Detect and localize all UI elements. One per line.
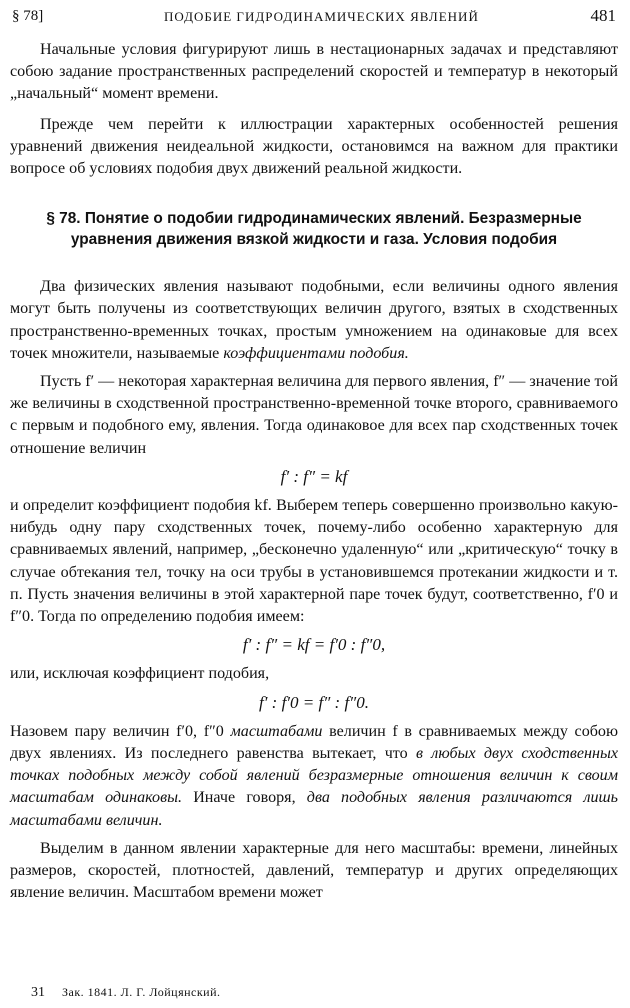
paragraph-excluding: или, исключая коэффициент подобия, <box>10 665 270 683</box>
definition-text: Два физических явления называют подобными, если величины одного явления могут быть получены из соответствующих величин другого, взятых в сходственных пространственно-временных точках, простым умножением на одинаковые для всех точек множители, называемые <box>10 278 618 362</box>
header-title: ПОДОБИЕ ГИДРОДИНАМИЧЕСКИХ ЯВЛЕНИЙ <box>164 9 479 24</box>
section-heading: § 78. Понятие о подобии гидродинамических явлений. Безразмерные уравнения движения вязкой жидкости и газа. Условия подобия <box>46 210 582 249</box>
scales-otherwise: Иначе говоря, <box>193 789 296 807</box>
printer-footer <box>31 985 221 1001</box>
signature-number: 31 <box>31 985 45 1000</box>
paragraph-transition: Прежде чем перейти к иллюстрации характерных особенностей решения уравнений движения неидеальной жидкости, остановимся на важном для практики вопросе об условиях подобия двух движений реальной жидкости. <box>10 115 618 178</box>
paragraph-let-f: Пусть f′ — некоторая характерная величина для первого явления, f″ — значение той же величины в сходственной пространственно-временной точке второго, сравниваемого с первым и подобного ему, явления. Тогда одинаковое для всех пар сходственных точек отношение величин <box>10 373 618 457</box>
page-body <box>10 39 618 905</box>
paragraph-definition <box>10 276 618 365</box>
print-order-text: Зак. 1841. Л. Г. Лойцянский. <box>62 985 221 999</box>
scales-summary: два подобных явления различаются лишь масштабами величин. <box>10 789 618 829</box>
definition-term: коэффициентами подобия. <box>223 344 409 362</box>
paragraph-scales-definition <box>10 721 618 832</box>
equation-dimensionless: f′ : f′0 = f″ : f″0. <box>258 692 370 712</box>
paragraph-initial-conditions: Начальные условия фигурируют лишь в нестационарных задачах и представляют собою задание пространственных распределений скоростей и температур в некоторый „начальный“ момент времени. <box>10 41 618 103</box>
paragraph-choose-points: и определит коэффициент подобия kf. Выберем теперь совершенно произвольно какую-нибудь одну пару сходственных точек, почему-либо особенно характерную для сравниваемых явлений, например, „бесконечно удаленную“ или „критическую“ точку в случае обтекания тел, точку на оси трубы в установившемся протекании жидкости и т. п. Пусть значения величины в этой характерной паре точек будут, соответственно, f′0 и f″0. Тогда по определению подобия имеем: <box>10 497 618 626</box>
page-number: 481 <box>590 6 616 25</box>
running-header <box>12 6 616 30</box>
scales-conclusion: в любых двух сходственных точках подобных между собой явлений безразмерные отношения величин к своим масштабам одинаковы. <box>10 745 618 807</box>
scales-term: масштабами <box>230 722 323 740</box>
scales-middle: величин f в сравниваемых между собою двух явлениях. Из последнего равенства вытекает, что <box>10 722 619 763</box>
scales-intro: Назовем пару величин f′0, f″0 <box>10 722 224 740</box>
paragraph-characteristic-scales: Выделим в данном явлении характерные для него масштабы: времени, линейных размеров, скоростей, плотностей, давлений, температур и других определяющих явление величин. Масштабом времени может <box>10 839 618 902</box>
equation-ratio: f′ : f″ = kf <box>280 466 348 486</box>
header-section: § 78] <box>12 8 44 24</box>
equation-scales: f′ : f″ = kf = f′0 : f″0, <box>242 635 386 655</box>
